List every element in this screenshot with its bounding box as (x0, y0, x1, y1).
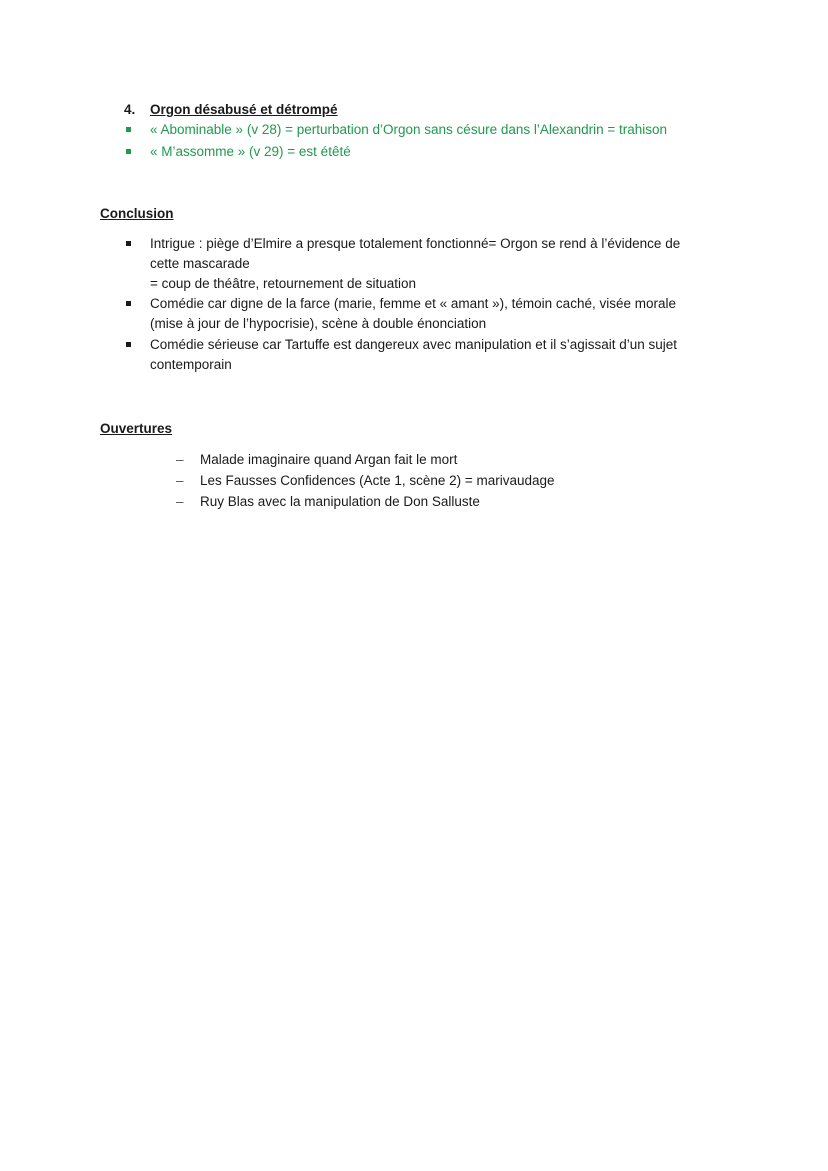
conclusion-item-line: Comédie sérieuse car Tartuffe est dangereux avec manipulation et il s’agissait d’un sujet (150, 337, 678, 352)
ouvertures-item: Ruy Blas avec la manipulation de Don Salluste (200, 494, 480, 509)
conclusion-title: Conclusion (100, 206, 174, 221)
section-number: 4. (124, 102, 136, 117)
conclusion-item-line: (mise à jour de l’hypocrisie), scène à double énonciation (150, 316, 487, 331)
dash-bullet-icon: – (176, 494, 184, 509)
ouvertures-item: Les Fausses Confidences (Acte 1, scène 2) = marivaudage (200, 473, 555, 488)
square-bullet-icon (126, 342, 131, 347)
dash-bullet-icon: – (176, 473, 184, 488)
green-square-bullet-icon (126, 127, 131, 132)
section-4-item: « Abominable » (v 28) = perturbation d’Orgon sans césure dans l’Alexandrin = trahison (150, 122, 668, 137)
ouvertures-title: Ouvertures (100, 421, 173, 436)
section-4-item: « M’assomme » (v 29) = est étêté (150, 144, 351, 159)
square-bullet-icon (126, 241, 131, 246)
conclusion-item-line: = coup de théâtre, retournement de situation (150, 276, 417, 291)
green-square-bullet-icon (126, 149, 131, 154)
conclusion-item-line: Intrigue : piège d’Elmire a presque totalement fonctionné= Orgon se rend à l’évidence de (150, 236, 681, 251)
section-4-title: Orgon désabusé et détrompé (150, 102, 338, 117)
dash-bullet-icon: – (176, 452, 184, 467)
ouvertures-item: Malade imaginaire quand Argan fait le mort (200, 452, 458, 467)
conclusion-item-line: cette mascarade (150, 256, 250, 271)
conclusion-item-line: contemporain (150, 357, 232, 372)
square-bullet-icon (126, 301, 131, 306)
conclusion-item-line: Comédie car digne de la farce (marie, femme et « amant »), témoin caché, visée morale (150, 296, 676, 311)
